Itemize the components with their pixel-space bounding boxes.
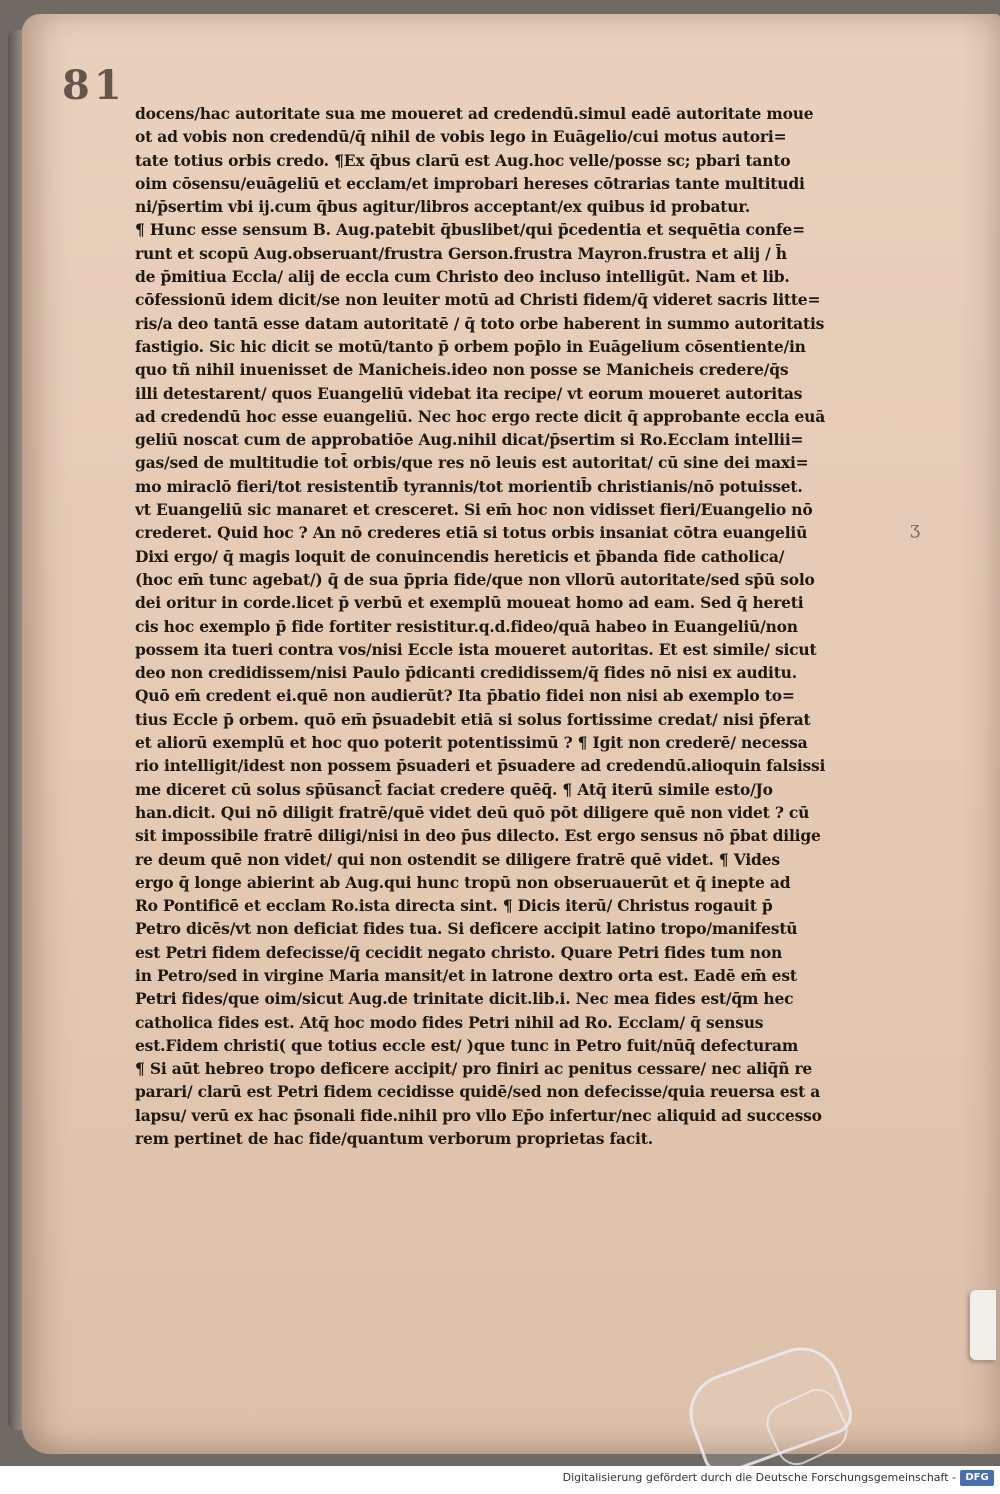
text-line: cōfessionū idem dicit/se non leuiter motū ad Christi fidem/q̄ videret sacris litte=	[135, 290, 821, 310]
text-line: han.dicit. Qui nō diligit fratrē/quē videt deū quō pōt diligere quē non videt ? cū	[135, 802, 810, 822]
text-line: oim cōsensu/euāgeliū et ecclam/et improbari hereses cōtrarias tante multitudi	[135, 173, 805, 193]
text-line: deo non credidissem/nisi Paulo p̄dicanti credidissem/q̄ fides nō nisi ex auditu.	[135, 663, 797, 683]
text-line: Dixi ergo/ q̄ magis loquit de conuincendis hereticis et p̄banda fide catholica/	[135, 546, 785, 566]
text-line: rio intelligit/idest non possem p̄suaderi et p̄suadere ad credendū.alioquin falsissi	[135, 756, 826, 776]
text-line: fastigio. Sic hic dicit se motū/tanto p̄ orbem pop̄lo in Euāgelium cōsentiente/in	[135, 336, 806, 356]
text-line: re deum quē non videt/ qui non ostendit se diligere fratrē quē videt. ¶ Vides	[135, 849, 780, 869]
text-line: cis hoc exemplo p̄ fide fortiter resistitur.q.d.fideo/quā habeo in Euangeliū/non	[135, 616, 798, 636]
credit-text: Digitalisierung gefördert durch die Deutsche Forschungsgemeinschaft -	[562, 1471, 956, 1484]
text-line: tius Eccle p̄ orbem. quō em̄ p̄suadebit etiā si solus fortissime credat/ nisi p̄ferat	[135, 709, 811, 729]
text-line: ergo q̄ longe abierint ab Aug.qui hunc tropū non obseruauerūt et q̄ inepte ad	[135, 872, 791, 892]
text-line: ni/p̄sertim vbi ij.cum q̄bus agitur/libros acceptant/ex quibus id probatur.	[135, 197, 751, 217]
text-line: vt Euangeliū sic manaret et cresceret. Si em̄ hoc non vidisset fieri/Euangelio nō	[135, 500, 813, 520]
text-line: rem pertinet de hac fide/quantum verborum proprietas facit.	[135, 1129, 653, 1149]
text-line: lapsu/ verū ex hac p̄sonali fide.nihil pro vllo Ep̄o infertur/nec aliquid ad successo	[135, 1105, 822, 1125]
text-line: et aliorū exemplū et hoc quo poterit potentissimū ? ¶ Igit non crederē/ necessa	[135, 733, 808, 753]
text-line: sit impossibile fratrē diligi/nisi in deo p̄us dilecto. Est ergo sensus nō p̄bat dilige	[135, 826, 821, 846]
text-line: possem ita tueri contra vos/nisi Eccle ista moueret autoritas. Et est simile/ sicut	[135, 639, 817, 659]
text-line: est Petri fidem defecisse/q̄ cecidit negato christo. Quare Petri fides tum non	[135, 942, 783, 962]
text-line: mo miraclō fieri/tot resistentib̄ tyrannis/tot morientib̄ christianis/nō potuisset.	[135, 476, 803, 496]
text-line: dei oritur in corde.licet p̄ verbū et exemplū moueat homo ad eam. Sed q̄ hereti	[135, 593, 804, 613]
text-line: Ro Pontificē et ecclam Ro.ista directa sint. ¶ Dicis iterū/ Christus rogauit p̄	[135, 896, 773, 916]
text-line: de p̄mitiua Eccla/ alij de eccla cum Christo deo incluso intelligūt. Nam et lib.	[135, 267, 790, 287]
text-line: (hoc em̄ tunc agebat/) q̄ de sua p̄pria fide/que non vllorū autoritate/sed sp̄ū solo	[135, 569, 815, 589]
text-line: ris/a deo tantā esse datam autoritatē / q̄ toto orbe haberent in summo autoritatis	[135, 313, 825, 333]
text-line: gas/sed de multitudie tot̄ orbis/que res nō leuis est autoritat/ cū sine dei maxi=	[135, 453, 809, 473]
text-line: crederet. Quid hoc ? An nō crederes etiā si totus orbis insaniat cōtra euangeliū	[135, 523, 808, 543]
text-line: in Petro/sed in virgine Maria mansit/et in latrone dextro orta est. Eadē em̄ est	[135, 965, 797, 985]
text-line: geliū noscat cum de approbatiōe Aug.nihil dicat/p̄sertim si Ro.Ecclam intellii=	[135, 430, 804, 450]
text-line: runt et scopū Aug.obseruant/frustra Gerson.frustra Mayron.frustra et alij / h̄	[135, 243, 787, 263]
text-line: tate totius orbis credo. ¶Ex q̄bus clarū est Aug.hoc velle/posse sc; pbari tanto	[135, 150, 791, 170]
dfg-logo: DFG	[960, 1470, 994, 1486]
folio-number: 81	[62, 62, 126, 109]
text-line: me diceret cū solus sp̄ūsanct̄ faciat credere quēq̄. ¶ Atq̄ iterū simile esto/Jo	[135, 779, 773, 799]
text-line: quo tñ nihil inuenisset de Manicheis.ideo non posse se Manicheis credere/q̄s	[135, 360, 789, 380]
page-shadow	[960, 14, 1000, 1454]
footer	[0, 1466, 1000, 1494]
text-line: ¶ Hunc esse sensum B. Aug.patebit q̄buslibet/qui p̄cedentia et sequētia confe=	[135, 220, 805, 240]
text-line: ad credendū hoc esse euangeliū. Nec hoc ergo recte dicit q̄ approbante eccla euā	[135, 406, 826, 426]
text-line: est.Fidem christi( que totius eccle est/ )que tunc in Petro fuit/nūq̄ defecturam	[135, 1035, 799, 1055]
margin-mark: ʒ	[910, 518, 921, 539]
text-line: docens/hac autoritate sua me moueret ad credendū.simul eadē autoritate moue	[135, 104, 814, 123]
text-line: ot ad vobis non credendū/q̄ nihil de vobis lego in Euāgelio/cui motus autori=	[135, 127, 787, 147]
paper-tab	[970, 1290, 996, 1360]
text-line: Quō em̄ credent ei.quē non audierūt? Ita p̄batio fidei non nisi ab exemplo to=	[135, 686, 795, 706]
text-line: catholica fides est. Atq̄ hoc modo fides Petri nihil ad Ro. Ecclam/ q̄ sensus	[135, 1012, 764, 1032]
text-line: illi detestarent/ quos Euangeliū videbat ita recipe/ vt eorum moueret autoritas	[135, 383, 803, 403]
text-line: Petri fides/que oim/sicut Aug.de trinitate dicit.lib.i. Nec mea fides est/q̄m hec	[135, 989, 794, 1009]
text-line: parari/ clarū est Petri fidem cecidisse quidē/sed non defecisse/quia reuersa est a	[135, 1082, 821, 1102]
text-line: Petro dicēs/vt non deficiat fides tua. Si deficere accipit latino tropo/manifestū	[135, 919, 798, 939]
text-block	[135, 102, 915, 1150]
text-line: ¶ Si aūt hebreo tropo deficere accipit/ pro finiri ac penitus cessare/ nec aliq̄ñ re	[135, 1059, 813, 1079]
